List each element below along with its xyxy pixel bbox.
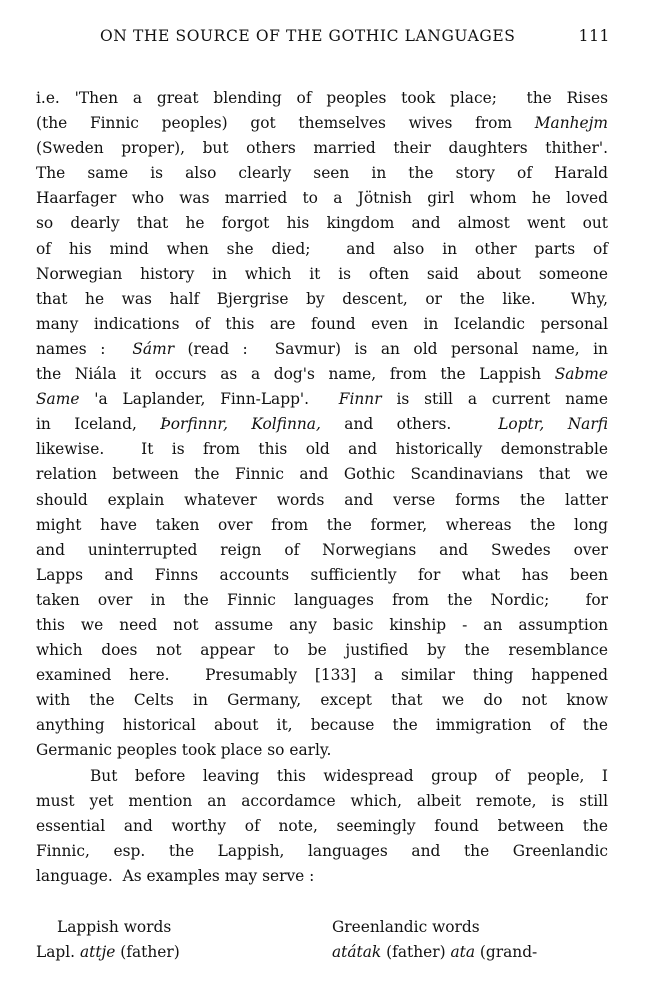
- text-segment: (grand-: [475, 943, 538, 962]
- text-segment: Finnic, esp. the Lappish, languages and the Greenlandic: [36, 841, 608, 860]
- text-segment: this we need not assume any basic kinship - an assumption: [36, 615, 608, 634]
- text-segment: (Sweden proper), but others married their daughters thither'.: [36, 139, 608, 158]
- italic-text: attje: [79, 943, 116, 962]
- text-segment: (father): [381, 943, 451, 962]
- text-line: [36, 462, 608, 487]
- text-line: [36, 412, 608, 437]
- text-line: [36, 262, 608, 287]
- text-line: [36, 186, 608, 211]
- text-line: [36, 638, 608, 663]
- italic-text: Sabme: [554, 365, 608, 384]
- text-line: [36, 161, 608, 186]
- body-text: [36, 86, 608, 889]
- italic-text: Same: [36, 390, 80, 409]
- text-segment: the Niála it occurs as a dog's name, from the Lappish: [36, 365, 555, 384]
- text-segment: of his mind when she died; and also in other parts of: [36, 239, 608, 258]
- text-line: [36, 86, 608, 111]
- italic-text: Loptr, Narfi: [498, 415, 608, 434]
- text-segment: should explain whatever words and verse forms the latter: [36, 490, 608, 509]
- text-line: [36, 387, 608, 412]
- text-segment: likewise. It is from this old and historically demonstrable: [36, 440, 608, 459]
- text-line: [36, 563, 608, 588]
- text-segment: that he was half Bjergrise by descent, or the like. Why,: [36, 289, 608, 308]
- greenlandic-word: [332, 940, 537, 965]
- text-segment: might have taken over from the former, whereas the long: [36, 515, 608, 534]
- text-line: [36, 738, 608, 763]
- text-segment: is still a current name: [381, 390, 608, 409]
- text-segment: language. As examples may serve :: [36, 866, 315, 885]
- running-title: ON THE SOURCE OF THE GOTHIC LANGUAGES: [100, 27, 516, 45]
- table-row: [36, 940, 608, 965]
- text-line: [36, 211, 608, 236]
- text-segment: names :: [36, 339, 133, 358]
- italic-text: Sámr: [132, 339, 175, 358]
- text-segment: Norwegian history in which it is often said about someone: [36, 264, 608, 283]
- text-segment: examined here. Presumably [133] a similar thing happened: [36, 666, 608, 685]
- text-segment: so dearly that he forgot his kingdom and almost went out: [36, 214, 608, 233]
- text-segment: essential and worthy of note, seemingly found between the: [36, 816, 608, 835]
- italic-text: ata: [450, 943, 476, 962]
- text-segment: and others.: [320, 415, 499, 434]
- text-line: [36, 764, 608, 789]
- text-segment: relation between the Finnic and Gothic Scandinavians that we: [36, 465, 608, 484]
- text-line: [36, 136, 608, 161]
- column-header-greenlandic: Greenlandic words: [332, 918, 480, 936]
- text-line: [36, 337, 608, 362]
- text-segment: Haarfager who was married to a Jötnish girl whom he loved: [36, 189, 608, 208]
- text-segment: (father): [115, 943, 180, 962]
- text-segment: Germanic peoples took place so early.: [36, 741, 332, 760]
- text-line: [36, 713, 608, 738]
- text-segment: must yet mention an accordamce which, albeit remote, is still: [36, 791, 608, 810]
- text-segment: in Iceland,: [36, 415, 161, 434]
- text-line: [36, 588, 608, 613]
- text-line: [36, 613, 608, 638]
- text-line: [36, 437, 608, 462]
- text-segment: and uninterrupted reign of Norwegians and Swedes over: [36, 540, 608, 559]
- text-segment: which does not appear to be justified by the resemblance: [36, 641, 608, 660]
- text-line: [36, 513, 608, 538]
- text-segment: taken over in the Finnic languages from the Nordic; for: [36, 590, 608, 609]
- text-line: [36, 789, 608, 814]
- text-line: [36, 688, 608, 713]
- text-line: [36, 237, 608, 262]
- text-segment: many indications of this are found even in Icelandic personal: [36, 314, 608, 333]
- lappish-word: [36, 940, 180, 965]
- text-segment: anything historical about it, because the immigration of the: [36, 716, 608, 735]
- text-segment: 'a Laplander, Finn-Lapp'.: [79, 390, 339, 409]
- page-number: 111: [578, 27, 610, 45]
- text-segment: Lapl.: [36, 943, 80, 962]
- text-line: [36, 312, 608, 337]
- text-line: [36, 538, 608, 563]
- italic-text: atátak: [332, 943, 382, 962]
- text-line: [36, 839, 608, 864]
- text-line: [36, 488, 608, 513]
- text-line: [36, 814, 608, 839]
- text-line: [36, 362, 608, 387]
- text-line: [36, 864, 608, 889]
- text-segment: (the Finnic peoples) got themselves wives from: [36, 114, 535, 133]
- text-segment: Lapps and Finns accounts sufficiently for what has been: [36, 565, 608, 584]
- table-header-row: [36, 915, 608, 940]
- text-line: [36, 287, 608, 312]
- italic-text: Þorfinnr, Kolfinna,: [160, 415, 321, 434]
- text-segment: The same is also clearly seen in the story of Harald: [36, 164, 608, 183]
- text-line: [36, 663, 608, 688]
- text-segment: i.e. 'Then a great blending of peoples took place; the Rises: [36, 89, 608, 107]
- text-line: [36, 111, 608, 136]
- text-segment: (read : Savmur) is an old personal name, in: [174, 339, 608, 358]
- text-segment: But before leaving this widespread group of people, I: [90, 766, 608, 785]
- italic-text: Manhejm: [534, 114, 608, 133]
- column-header-lappish: Lappish words: [57, 918, 172, 936]
- italic-text: Finnr: [338, 390, 382, 409]
- comparison-table: [36, 915, 608, 965]
- text-segment: with the Celts in Germany, except that we do not know: [36, 691, 608, 710]
